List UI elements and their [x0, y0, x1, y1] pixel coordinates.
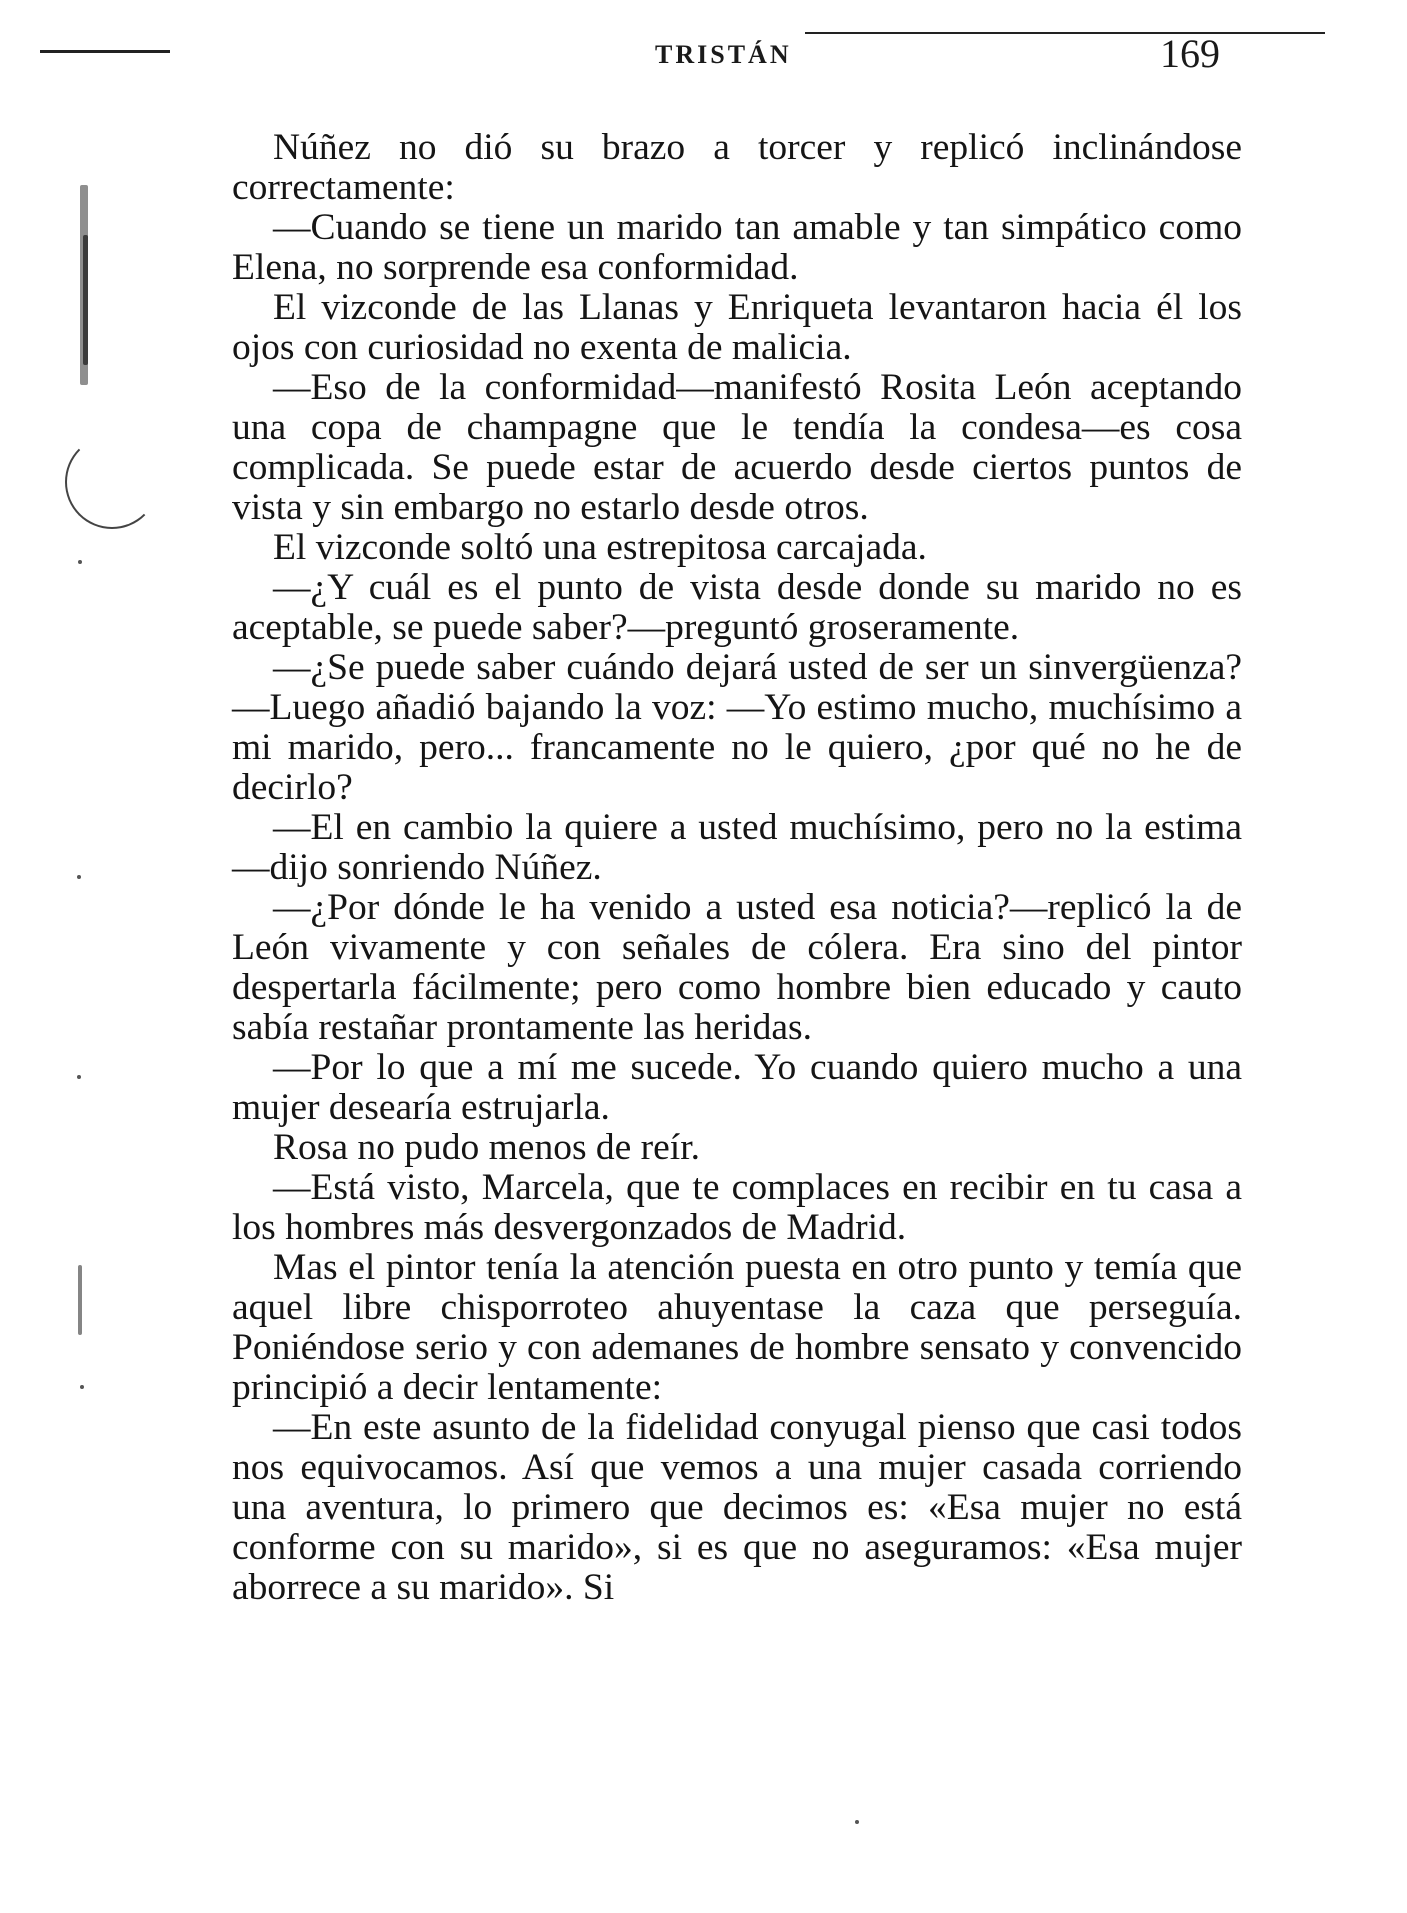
- paragraph: —¿Y cuál es el punto de vista desde donde su marido no es aceptable, se puede saber?—preguntó groseramente.: [232, 567, 1242, 648]
- paragraph: —Por lo que a mí me sucede. Yo cuando quiero mucho a una mujer desearía estrujarla.: [232, 1047, 1242, 1128]
- paragraph: —Eso de la conformidad—manifestó Rosita León aceptando una copa de champagne que le tendía la condesa—es cosa complicada. Se puede estar de acuerdo desde ciertos puntos de vista y sin embargo no estarlo desde otros.: [232, 367, 1242, 528]
- paragraph: —El en cambio la quiere a usted muchísimo, pero no la estima—dijo sonriendo Núñez.: [232, 807, 1242, 888]
- paragraph: Rosa no pudo menos de reír.: [273, 1127, 701, 1168]
- paragraph: El vizconde soltó una estrepitosa carcajada.: [273, 527, 927, 568]
- margin-dot: [80, 1385, 84, 1389]
- paragraph: —¿Se puede saber cuándo dejará usted de ser un sinvergüenza?—Luego añadió bajando la voz: —Yo estimo mucho, muchísimo a mi marido, pero... francamente no le quiero, ¿por qué no he de decirlo?: [232, 647, 1242, 808]
- margin-arc-mark: [65, 435, 159, 529]
- paragraph: —¿Por dónde le ha venido a usted esa noticia?—replicó la de León vivamente y con señales de cólera. Era sino del pintor despertarla fácilmente; pero como hombre bien educado y cauto sabía restañar prontamente las heridas.: [232, 887, 1242, 1048]
- margin-dot: [77, 1075, 81, 1079]
- paragraph: Mas el pintor tenía la atención puesta en otro punto y temía que aquel libre chisporroteo ahuyentase la caza que perseguía. Poniéndose serio y con ademanes de hombre sensato y convencido principió a decir lentamente:: [232, 1247, 1242, 1408]
- paragraph: —En este asunto de la fidelidad conyugal pienso que casi todos nos equivocamos. Así que vemos a una mujer casada corriendo una aventura, lo primero que decimos es: «Esa mujer no está conforme con su marido», si es que no aseguramos: «Esa mujer aborrece a su marido». Si: [232, 1407, 1242, 1608]
- paragraph: Núñez no dió su brazo a torcer y replicó inclinándose correctamente:: [232, 127, 1242, 208]
- paragraph: —Cuando se tiene un marido tan amable y tan simpático como Elena, no sorprende esa conformidad.: [232, 207, 1242, 288]
- page-header: [0, 0, 1407, 90]
- paragraph: —Está visto, Marcela, que te complaces en recibir en tu casa a los hombres más desvergonzados de Madrid.: [232, 1167, 1242, 1248]
- header-rule: [805, 32, 1325, 34]
- margin-rule-mark: [40, 50, 170, 53]
- margin-dot: [77, 875, 81, 879]
- page-dot: [855, 1820, 859, 1824]
- margin-dot: [78, 560, 82, 564]
- margin-ink-mark: [83, 235, 88, 365]
- paragraph: El vizconde de las Llanas y Enriqueta levantaron hacia él los ojos con curiosidad no exenta de malicia.: [232, 287, 1242, 368]
- running-title: TRISTÁN: [655, 40, 792, 69]
- page-number: 169: [1160, 31, 1220, 76]
- main-text: [232, 128, 1242, 1608]
- margin-ink-mark: [78, 1265, 82, 1335]
